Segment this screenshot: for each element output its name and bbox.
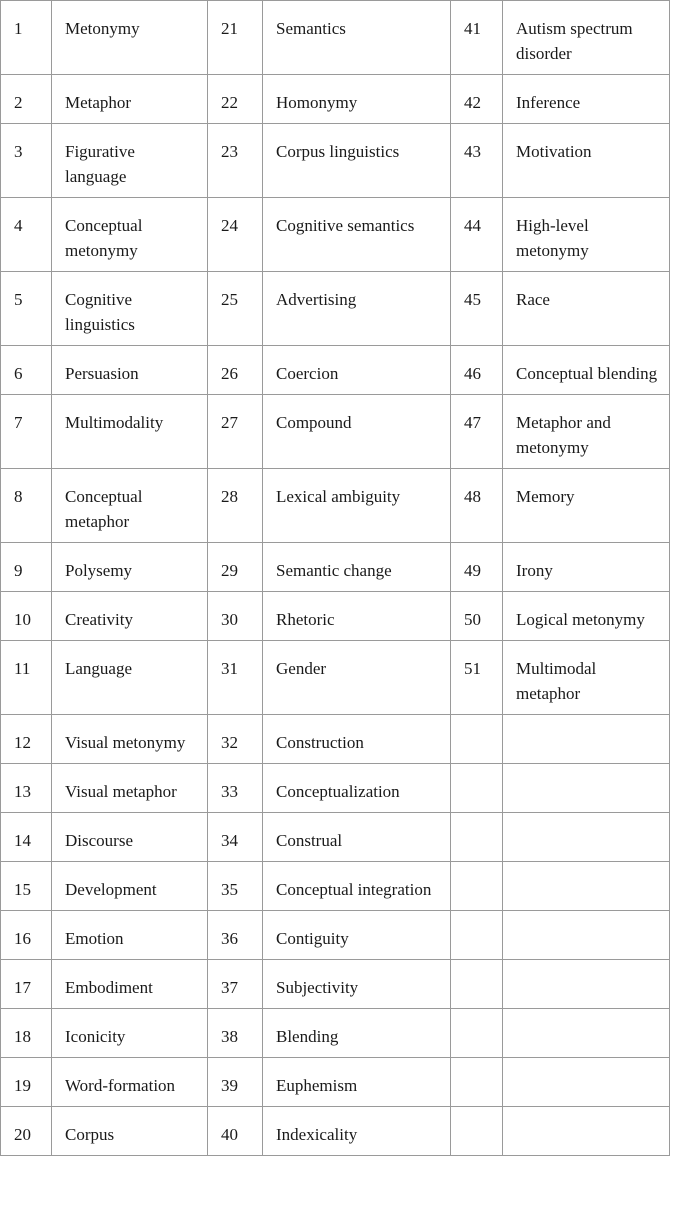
keyword-cell: Development <box>52 862 208 911</box>
keyword-cell: Word-formation <box>52 1058 208 1107</box>
table-row <box>1 395 670 469</box>
keyword-cell: Metaphor <box>52 75 208 124</box>
keyword-cell: Conceptual metonymy <box>52 198 208 272</box>
empty-cell <box>451 911 503 960</box>
rank-cell: 39 <box>208 1058 263 1107</box>
empty-cell <box>503 1058 670 1107</box>
rank-cell: 13 <box>1 764 52 813</box>
keyword-cell: Advertising <box>263 272 451 346</box>
keyword-cell: Conceptual metaphor <box>52 469 208 543</box>
rank-cell: 41 <box>451 1 503 75</box>
rank-cell: 25 <box>208 272 263 346</box>
keyword-cell: Conceptual integration <box>263 862 451 911</box>
table-row <box>1 469 670 543</box>
rank-cell: 24 <box>208 198 263 272</box>
keyword-cell: Lexical ambiguity <box>263 469 451 543</box>
table-row <box>1 543 670 592</box>
rank-cell: 45 <box>451 272 503 346</box>
keyword-cell: Metonymy <box>52 1 208 75</box>
empty-cell <box>503 813 670 862</box>
keyword-cell: Autism spectrum disorder <box>503 1 670 75</box>
empty-cell <box>503 911 670 960</box>
rank-cell: 34 <box>208 813 263 862</box>
keyword-cell: Gender <box>263 641 451 715</box>
empty-cell <box>503 960 670 1009</box>
keyword-cell: Homonymy <box>263 75 451 124</box>
empty-cell <box>503 764 670 813</box>
rank-cell: 32 <box>208 715 263 764</box>
keyword-cell: Construal <box>263 813 451 862</box>
rank-cell: 4 <box>1 198 52 272</box>
rank-cell: 31 <box>208 641 263 715</box>
keyword-table-body <box>1 1 670 1156</box>
empty-cell <box>451 764 503 813</box>
keyword-cell: Logical metonymy <box>503 592 670 641</box>
table-row <box>1 592 670 641</box>
rank-cell: 40 <box>208 1107 263 1156</box>
keyword-cell: Inference <box>503 75 670 124</box>
table-row <box>1 715 670 764</box>
table-row <box>1 1 670 75</box>
keyword-cell: Semantic change <box>263 543 451 592</box>
keyword-cell: Motivation <box>503 124 670 198</box>
empty-cell <box>451 1009 503 1058</box>
rank-cell: 35 <box>208 862 263 911</box>
empty-cell <box>503 715 670 764</box>
keyword-cell: Visual metaphor <box>52 764 208 813</box>
table-row <box>1 764 670 813</box>
rank-cell: 19 <box>1 1058 52 1107</box>
keyword-cell: Multimodality <box>52 395 208 469</box>
rank-cell: 44 <box>451 198 503 272</box>
keyword-cell: Polysemy <box>52 543 208 592</box>
keyword-cell: Creativity <box>52 592 208 641</box>
rank-cell: 51 <box>451 641 503 715</box>
rank-cell: 7 <box>1 395 52 469</box>
empty-cell <box>503 1107 670 1156</box>
empty-cell <box>451 862 503 911</box>
keyword-cell: Corpus linguistics <box>263 124 451 198</box>
rank-cell: 16 <box>1 911 52 960</box>
rank-cell: 46 <box>451 346 503 395</box>
keyword-cell: Cognitive semantics <box>263 198 451 272</box>
table-row <box>1 862 670 911</box>
keyword-cell: Metaphor and metonymy <box>503 395 670 469</box>
rank-cell: 21 <box>208 1 263 75</box>
keyword-cell: Indexicality <box>263 1107 451 1156</box>
rank-cell: 20 <box>1 1107 52 1156</box>
keyword-cell: Emotion <box>52 911 208 960</box>
empty-cell <box>451 813 503 862</box>
keyword-cell: Compound <box>263 395 451 469</box>
rank-cell: 28 <box>208 469 263 543</box>
table-row <box>1 198 670 272</box>
keyword-cell: High-level metonymy <box>503 198 670 272</box>
rank-cell: 49 <box>451 543 503 592</box>
rank-cell: 33 <box>208 764 263 813</box>
keyword-cell: Rhetoric <box>263 592 451 641</box>
keyword-cell: Euphemism <box>263 1058 451 1107</box>
rank-cell: 12 <box>1 715 52 764</box>
table-row <box>1 960 670 1009</box>
rank-cell: 17 <box>1 960 52 1009</box>
table-row <box>1 75 670 124</box>
keyword-cell: Language <box>52 641 208 715</box>
rank-cell: 47 <box>451 395 503 469</box>
rank-cell: 1 <box>1 1 52 75</box>
rank-cell: 9 <box>1 543 52 592</box>
rank-cell: 22 <box>208 75 263 124</box>
keyword-cell: Race <box>503 272 670 346</box>
rank-cell: 18 <box>1 1009 52 1058</box>
keyword-cell: Construction <box>263 715 451 764</box>
empty-cell <box>503 862 670 911</box>
keyword-cell: Figurative language <box>52 124 208 198</box>
keyword-cell: Blending <box>263 1009 451 1058</box>
rank-cell: 37 <box>208 960 263 1009</box>
keyword-cell: Persuasion <box>52 346 208 395</box>
empty-cell <box>451 960 503 1009</box>
rank-cell: 38 <box>208 1009 263 1058</box>
rank-cell: 50 <box>451 592 503 641</box>
keyword-cell: Memory <box>503 469 670 543</box>
table-row <box>1 272 670 346</box>
rank-cell: 10 <box>1 592 52 641</box>
keyword-cell: Contiguity <box>263 911 451 960</box>
table-row <box>1 911 670 960</box>
rank-cell: 23 <box>208 124 263 198</box>
rank-cell: 26 <box>208 346 263 395</box>
keyword-cell: Semantics <box>263 1 451 75</box>
table-row <box>1 641 670 715</box>
keyword-cell: Subjectivity <box>263 960 451 1009</box>
keyword-cell: Embodiment <box>52 960 208 1009</box>
keyword-cell: Irony <box>503 543 670 592</box>
rank-cell: 5 <box>1 272 52 346</box>
rank-cell: 6 <box>1 346 52 395</box>
rank-cell: 29 <box>208 543 263 592</box>
table-row <box>1 1058 670 1107</box>
table-row <box>1 813 670 862</box>
rank-cell: 3 <box>1 124 52 198</box>
rank-cell: 36 <box>208 911 263 960</box>
table-row <box>1 124 670 198</box>
keyword-cell: Multimodal metaphor <box>503 641 670 715</box>
table-row <box>1 346 670 395</box>
keyword-cell: Iconicity <box>52 1009 208 1058</box>
empty-cell <box>451 715 503 764</box>
rank-cell: 14 <box>1 813 52 862</box>
keyword-cell: Discourse <box>52 813 208 862</box>
table-row <box>1 1107 670 1156</box>
empty-cell <box>503 1009 670 1058</box>
rank-cell: 48 <box>451 469 503 543</box>
keyword-cell: Conceptualization <box>263 764 451 813</box>
keyword-cell: Coercion <box>263 346 451 395</box>
table-row <box>1 1009 670 1058</box>
rank-cell: 27 <box>208 395 263 469</box>
rank-cell: 2 <box>1 75 52 124</box>
keyword-cell: Corpus <box>52 1107 208 1156</box>
empty-cell <box>451 1058 503 1107</box>
rank-cell: 8 <box>1 469 52 543</box>
rank-cell: 15 <box>1 862 52 911</box>
rank-cell: 42 <box>451 75 503 124</box>
rank-cell: 11 <box>1 641 52 715</box>
keyword-cell: Cognitive linguistics <box>52 272 208 346</box>
rank-cell: 43 <box>451 124 503 198</box>
keyword-cell: Conceptual blending <box>503 346 670 395</box>
keyword-cell: Visual metonymy <box>52 715 208 764</box>
empty-cell <box>451 1107 503 1156</box>
rank-cell: 30 <box>208 592 263 641</box>
